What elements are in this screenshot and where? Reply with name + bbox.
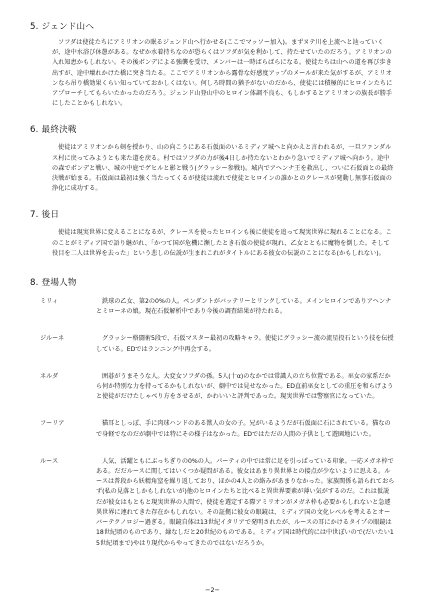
character-desc: 猫耳としっぽ、手に肉球ハンドのある獣人の女の子。兄がいるようだが石仮面に石にされている。猫なので身軽でなのだが劇中では特にその様子はなかった。EDではただの人間の子供として遊園地にいた。 — [96, 420, 391, 438]
section-heading-characters: 8. 登場人物 — [30, 278, 77, 289]
character-desc: グラッシー格闘術5段で、石仮マスター最初の攻略キャラ。使徒にグラッシー流の流星投石という技を伝授している。EDではランニング中再会する。 — [96, 335, 394, 353]
character-entry-nerda — [30, 372, 395, 403]
character-entry-furia — [30, 419, 395, 439]
character-entry-jirune — [30, 334, 395, 354]
character-name: フーリア — [40, 420, 65, 428]
character-name: ジルーネ — [40, 335, 65, 343]
section-body-epilogue: 使徒は現実世界に変えることになるが、クレースを使ったヒロインも後に使徒を追って現実世界に現れることになる。このことがミディア国で語り継がれ、「かつて国が危機に瀕したとき石仮の使徒が現れ、乙女とともに魔物を倒した。そして役目を二人は世界を去った」という悲しの伝説が生まれこれがタイトルにある彼女の伝説のことになる(かもしれない)。 — [52, 229, 392, 257]
character-name: ネルダ — [40, 372, 59, 380]
page-number: −2− — [205, 586, 220, 594]
section-heading-final-battle: 6. 最終決戦 — [30, 125, 77, 136]
character-name: ミリィ — [40, 298, 59, 306]
section-body-jendo: ソフダは使徒たちにアミリオンの眠るジェンド山へ行かせる(ここでマッソー加入)。まずヌテ川を上流へと辿っていくが、途中水浴び休憩がある。なぜか水着持ちなのが恐らくはソフダが気を利かして、持たせていたのだろう。アミリオンの入れ知恵かもしれない。その後ボンデによる強襲を受け、メンバーは一時ばらばらになる。使徒たちは山への道を再び歩き出すが、途中壊れかけた橋に突き当たる。ここでアミリオンから露骨な好感度アップのメールが来た気がするが、アミリオンなら吊り橋効果くらい知っていておかしくはない。何しろ時間の猶予がないのだから、使徒には積極的にヒロインたちにアプローチしてもらいたかったのだろう。ジェンド山登山中のヒロイン体調不良も、もしかするとアミリオンの族長が勝手にしたことかもしれない。 — [52, 39, 393, 108]
character-entry-ruth — [30, 457, 395, 549]
character-name: ルース — [40, 457, 59, 465]
character-desc: 人気、活躍ともにぶっちぎりの0%の人。パーティの中では常に足を引っぱっている印象。一応メガネ枠である。だだルースに関してはいくつか疑問がある。彼女はあまり異世界との接点が少ないように思える。ルースは普段から妖精角窒を繰り返しており、ほかの4人との絡みがあまりなかった。家族関係も語られておらず(私の見落としかもしれないが)他のヒロインたちと比べると異世界要素が薄い気がするのだ。これは仮説だが彼女はもともと現実世界の人間で、使徒を選定する際アミリオンがメガネ枠も必要かもしれないと急遽異世界に連れてきた存在かもしれない。その証拠に彼女の眼鏡は、ミディア国の文化レベルを考えるとオーバーテクノロジー過ぎる。眼鏡自体は13世紀イタリアで発明されたが、ルースの耳にかけるタイプの眼鏡は18世紀頃のものであり、縁なしだと20世紀のものである。ミディア国は時代的には中世ぽいので(だいたい15世紀頃まで)やはり現代からやってきたのではないだろうか。 — [96, 457, 395, 547]
character-desc: 囲碁がうまそうな人。大変女ソフダの孫。5人(十α)のなかでは常識人の立ち位置である。巫女の家系だから何か特別な力を持ってるかもしれないが、劇中では見せなかった。ED直前巫女としての重圧を和らげようと使徒がだけたしゃべり方をさせるが、かわいいと評判であった。現実世界では警察官になっていた。 — [96, 372, 394, 401]
section-heading-jendo: 5. ジェンド山へ — [30, 22, 95, 32]
character-desc: 鉄球の乙女、第2の0%の人。ペンダントがバッテリーとリンクしている。メインヒロインでありアヘンナとミローネの娘。現在石仮解析中であり今後の調査結果が待たれる。 — [96, 298, 392, 316]
character-entry-milly — [30, 297, 395, 317]
section-body-final-battle: 使徒はアミリオンから剣を授かり、山の向こうにある石仮面のいるミディア城へと向かえと言われるが、一旦ファンダルス村に戻ってみようとも来た道を戻る。村ではソフダの力が後4日しか持たないとわかり急いでミディア城へ向かう。途中の森でボンデと戦い、城の中庭でゲヒルと影と戦う(グラッシー参戦!)。城内でアヘンナ王を救出し、ついに石仮面との最終決戦が始まる。石仮面は最初は強く当たってくるが使徒は流れで使徒とヒロインの誰かとのクレースが発動し無事石仮面の浄化に成功する。 — [52, 144, 394, 193]
section-heading-epilogue: 7. 後日 — [30, 210, 60, 221]
